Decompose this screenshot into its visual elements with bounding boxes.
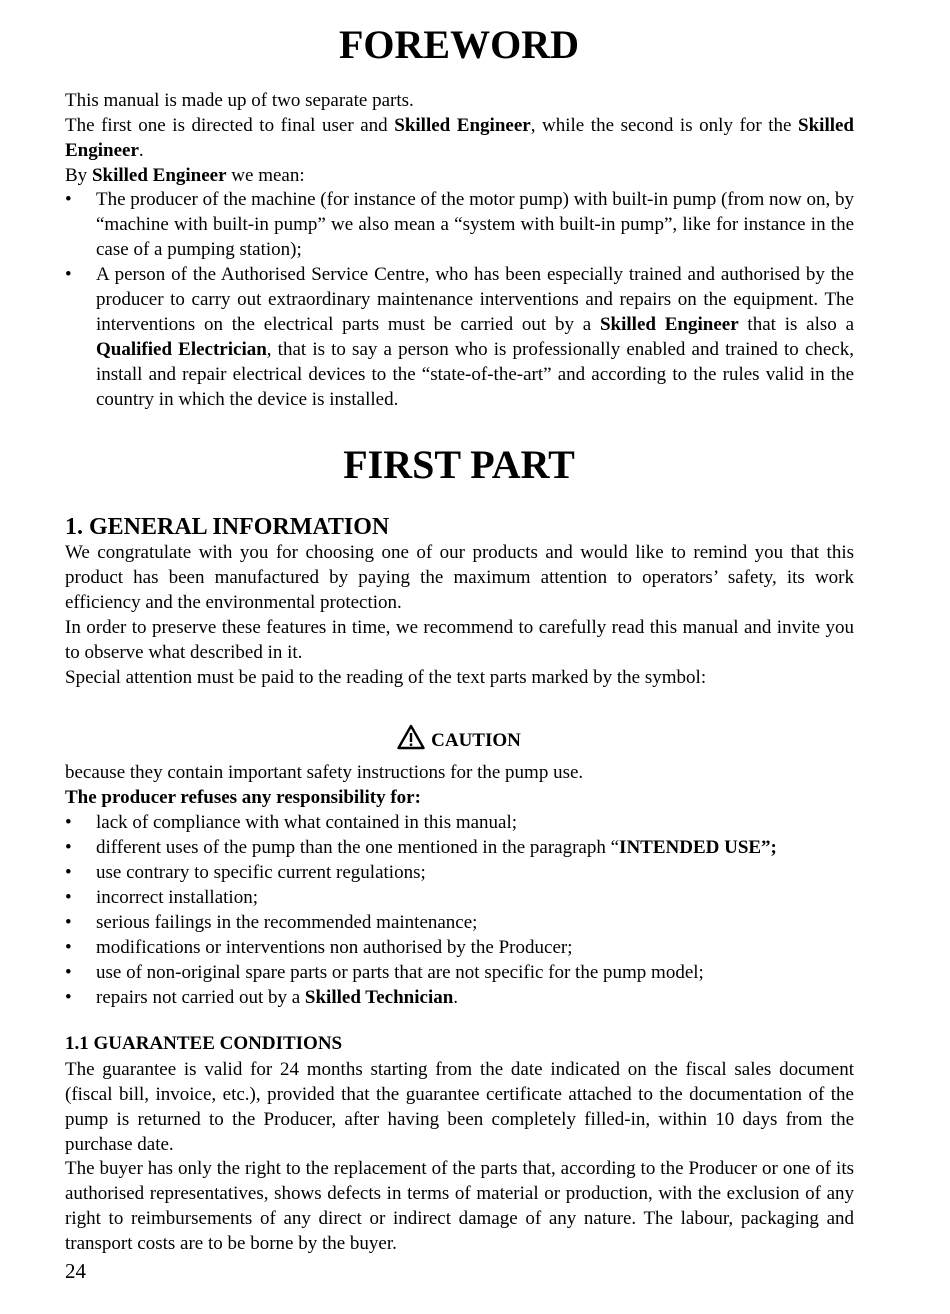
general-info-paragraph-3: Special attention must be paid to the reading of the text parts marked by the symbol: — [65, 667, 707, 688]
caution-marker — [0, 724, 918, 758]
guarantee-paragraph-2: The buyer has only the right to the replacement of the parts that, according to the Producer or one of its authorised representatives, shows defects in terms of material or production, with the exclusion of any right to reimbursements of any direct or indirect damage of any nature. The labour, packaging and transport costs are to be borne by the buyer. — [65, 1158, 854, 1254]
producer-refuses-heading: The producer refuses any responsibility for: — [65, 787, 421, 808]
bullet-icon: • — [65, 912, 72, 933]
list-item: • The producer of the machine (for instance of the motor pump) with built-in pump (from now on, by “machine with built-in pump” we also mean a “system with built-in pump”, like for instance in the case of a pumping station); — [65, 189, 854, 260]
list-item: • A person of the Authorised Service Centre, who has been especially trained and authorised by the producer to carry out extraordinary maintenance interventions and repairs on the equipment. The interventions on the electrical parts must be carried out by a Skilled Engineer that is also a Qualified Electrician, that is to say a person who is professionally enabled and trained to check, install and repair electrical devices to the “state-of-the-art” and according to the rules valid in the country in which the device is installed. — [65, 264, 855, 410]
general-info-paragraph-1: We congratulate with you for choosing one of our products and would like to remind you that this product has been manufactured by paying the maximum attention to operators’ safety, its work efficiency and the environmental protection. — [65, 542, 854, 613]
foreword-line-2: The first one is directed to final user and Skilled Engineer, while the second is only for the Skilled Engineer. — [65, 115, 855, 161]
bullet-icon: • — [65, 264, 72, 285]
list-item: • different uses of the pump than the one mentioned in the paragraph “INTENDED USE”; — [65, 837, 777, 858]
foreword-line-3: By Skilled Engineer we mean: — [65, 165, 305, 186]
bullet-icon: • — [65, 887, 72, 908]
warning-triangle-icon — [397, 724, 425, 750]
list-item: • serious failings in the recommended maintenance; — [65, 912, 478, 933]
bullet-icon: • — [65, 962, 72, 983]
bullet-icon: • — [65, 937, 72, 958]
list-item: • incorrect installation; — [65, 887, 258, 908]
bullet-icon: • — [65, 189, 72, 210]
page-number: 24 — [65, 1259, 86, 1283]
list-item: • repairs not carried out by a Skilled Technician. — [65, 987, 459, 1008]
bullet-icon: • — [65, 862, 72, 883]
list-item: • lack of compliance with what contained in this manual; — [65, 812, 518, 833]
foreword-intro — [65, 88, 854, 188]
foreword-title: FOREWORD — [339, 22, 579, 67]
bullet-icon: • — [65, 812, 72, 833]
list-item: • modifications or interventions non authorised by the Producer; — [65, 937, 573, 958]
caution-explanation: because they contain important safety instructions for the pump use. — [65, 762, 584, 783]
bullet-icon: • — [65, 837, 72, 858]
list-item: • use of non-original spare parts or parts that are not specific for the pump model; — [65, 962, 704, 983]
bullet-icon: • — [65, 987, 72, 1008]
section-guarantee-conditions-heading: 1.1 GUARANTEE CONDITIONS — [65, 1033, 343, 1054]
foreword-line-1: This manual is made up of two separate parts. — [65, 90, 414, 111]
section-general-information-heading: 1. GENERAL INFORMATION — [65, 514, 390, 540]
list-item: • use contrary to specific current regulations; — [65, 862, 426, 883]
first-part-title: FIRST PART — [343, 442, 575, 487]
skilled-engineer-definition-list — [65, 187, 854, 412]
guarantee-paragraph-1: The guarantee is valid for 24 months starting from the date indicated on the fiscal sales document (fiscal bill, invoice, etc.), provided that the guarantee certificate attached to the documentation of the pump is returned to the Producer, after having been completely filled-in, within 10 days from the purchase date. — [65, 1059, 854, 1155]
general-info-paragraph-2: In order to preserve these features in time, we recommend to carefully read this manual and invite you to observe what described in it. — [65, 617, 854, 663]
responsibility-exclusions-list — [65, 810, 854, 1010]
caution-label: CAUTION — [431, 730, 521, 751]
